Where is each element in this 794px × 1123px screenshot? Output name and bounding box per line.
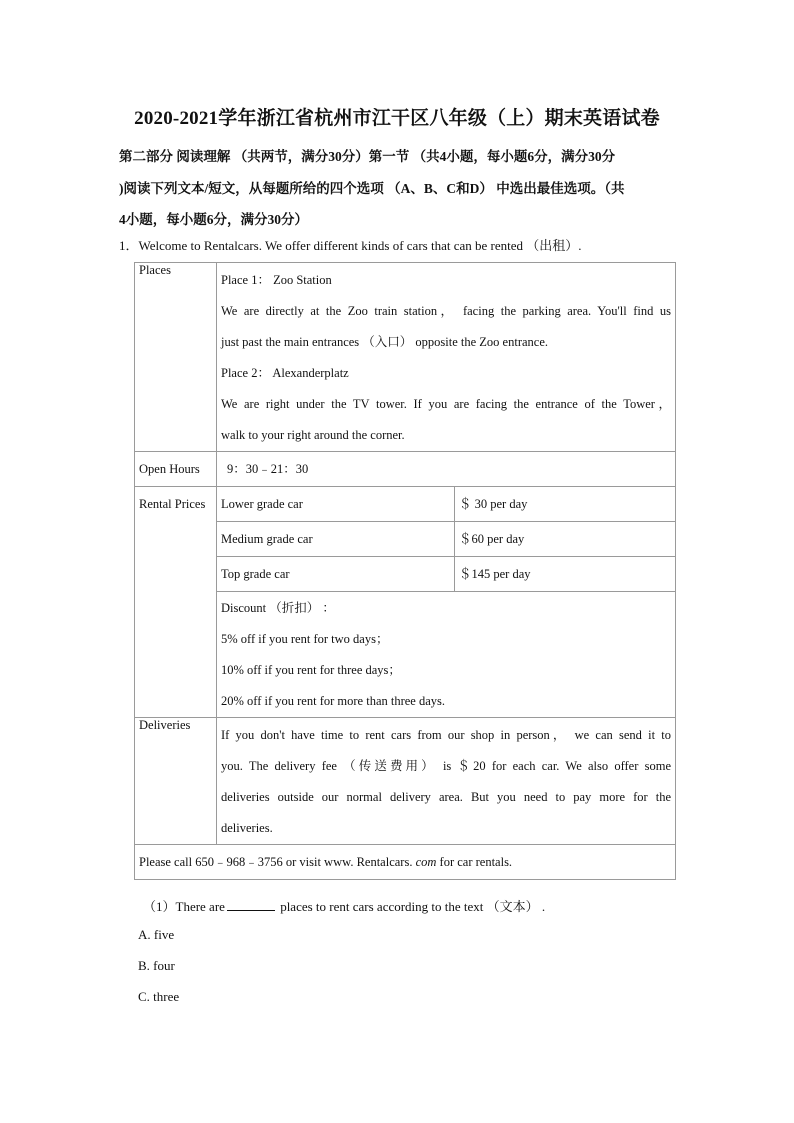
section-line-1: 第二部分 阅读理解 （共两节，满分30分）第一节 （共4小题，每小题6分，满分30分 (119, 149, 616, 164)
contact-row (135, 845, 676, 880)
deliveries-line: deliveries. (221, 821, 273, 835)
contact-text-post: for car rentals. (436, 855, 513, 869)
hours-label: Open Hours (135, 452, 217, 487)
prices-label: Rental Prices (135, 487, 217, 718)
section-line-3: 4小题，每小题6分，满分30分） (119, 212, 308, 227)
price-value: ＄ 30 per day (455, 487, 676, 522)
place2-line-1: We are right under the TV tower. If you are facing the entrance of the Tower， (221, 397, 671, 411)
question-intro: 1．Welcome to Rentalcars. We offer different kinds of cars that can be rented （出租）. (119, 238, 582, 253)
deliveries-content (217, 718, 676, 845)
discount-row (135, 592, 676, 718)
hours-row (135, 452, 676, 487)
price-value: ＄145 per day (455, 557, 676, 592)
option-c: C. three (138, 989, 180, 1004)
option-a: A. five (138, 927, 175, 942)
contact-text-pre: Please call 650﹣968﹣3756 or visit www. Rentalcars. (139, 855, 416, 869)
option-b: B. four (138, 958, 175, 973)
deliveries-row (135, 718, 676, 845)
section-instructions (119, 141, 679, 236)
place1-line-1: We are directly at the Zoo train station， facing the parking area. You'll find us (221, 304, 671, 318)
deliveries-label: Deliveries (135, 718, 217, 845)
subquestion-suffix: places to rent cars according to the text （文本） . (276, 899, 546, 914)
discount-content (217, 592, 676, 718)
price-grade: Top grade car (217, 557, 455, 592)
page-title: 2020-2021学年浙江省杭州市江干区八年级（上）期末英语试卷 (134, 108, 660, 129)
hours-value: 9：30﹣21：30 (217, 452, 676, 487)
section-line-2: )阅读下列文本/短文，从每题所给的四个选项 （A、B、C和D） 中选出最佳选项。（共 (119, 180, 625, 196)
answer-blank (227, 899, 275, 911)
subquestion-prefix: （1）There are (143, 899, 225, 914)
places-row (135, 263, 676, 452)
price-grade: Lower grade car (217, 487, 455, 522)
places-content (217, 263, 676, 452)
place1-line-2: just past the main entrances （入口） opposite the Zoo entrance. (221, 335, 548, 349)
discount-line: 20% off if you rent for more than three days. (221, 694, 446, 708)
price-row (135, 522, 676, 557)
place2-line-2: walk to your right around the corner. (221, 428, 405, 442)
deliveries-line: you. The delivery fee （传送费用） is ＄20 for each car. We also offer some (221, 759, 671, 773)
discount-line: 10% off if you rent for three days； (221, 663, 401, 677)
place2-title: Place 2： Alexanderplatz (221, 366, 349, 380)
rental-info-table (134, 262, 676, 880)
contact-text (135, 845, 676, 880)
contact-text-com: com (415, 855, 437, 869)
price-row (135, 487, 676, 522)
deliveries-line: If you don't have time to rent cars from our shop in person， we can send it to (221, 728, 671, 742)
price-row (135, 557, 676, 592)
discount-line: 5% off if you rent for two days； (221, 632, 389, 646)
deliveries-line: deliveries outside our normal delivery area. But you need to pay more for the (221, 790, 671, 804)
discount-title: Discount （折扣） ： (221, 601, 335, 615)
subquestion-1 (143, 896, 545, 915)
price-grade: Medium grade car (217, 522, 455, 557)
place1-title: Place 1： Zoo Station (221, 273, 332, 287)
places-label: Places (135, 263, 217, 452)
price-value: ＄60 per day (455, 522, 676, 557)
